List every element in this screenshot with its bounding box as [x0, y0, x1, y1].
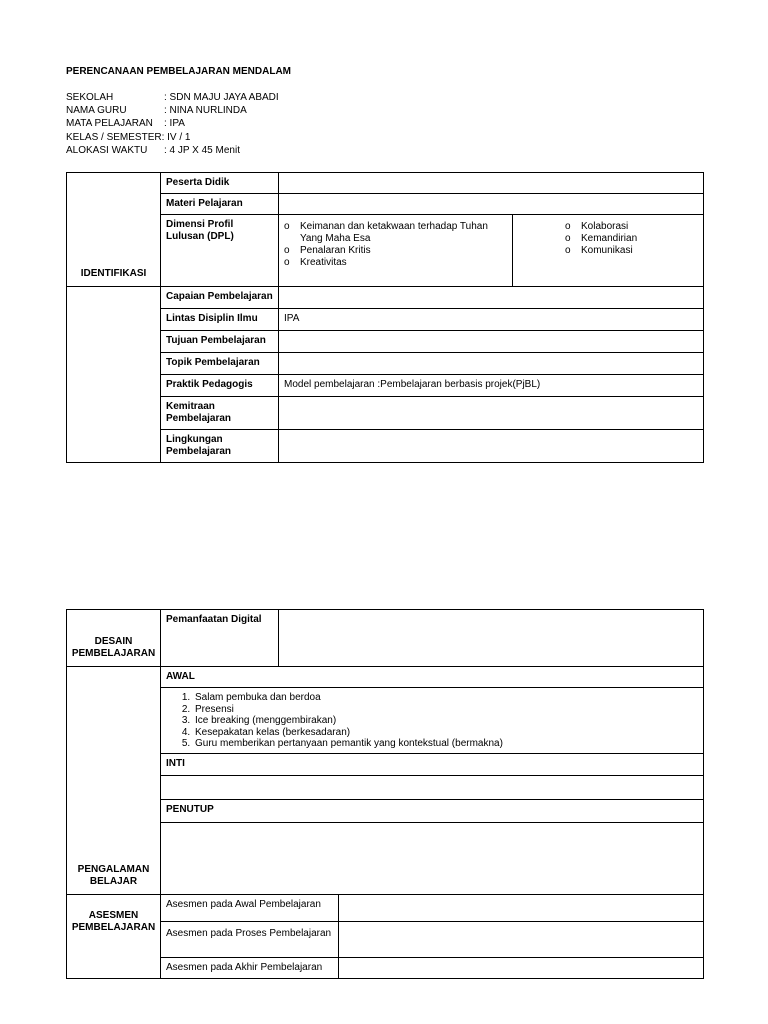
meta-row-kelas-semester	[66, 131, 279, 144]
meta-row-sekolah	[66, 91, 279, 104]
awal-steps	[161, 688, 704, 754]
meta-row-alokasi-waktu	[66, 144, 279, 157]
section-empty	[67, 287, 161, 463]
label-pemanfaatan-digital: Pemanfaatan Digital	[161, 610, 279, 667]
value-kemitraan[interactable]	[279, 397, 704, 430]
value-asesmen-akhir[interactable]	[339, 958, 704, 979]
value-materi-pelajaran[interactable]	[279, 194, 704, 215]
meta-row-mata-pelajaran	[66, 117, 279, 130]
meta-value: : IPA	[164, 118, 185, 130]
label-dpl: Dimensi Profil Lulusan (DPL)	[161, 215, 279, 287]
dpl-item	[565, 233, 703, 245]
value-praktik-pedagogis[interactable]: Model pembelajaran :Pembelajaran berbasis projek(PjBL)	[279, 375, 704, 397]
label-kemitraan: Kemitraan Pembelajaran	[161, 397, 279, 430]
value-pemanfaatan-digital[interactable]	[279, 610, 704, 667]
label-lintas-disiplin: Lintas Disiplin Ilmu	[161, 309, 279, 331]
value-inti[interactable]	[161, 776, 704, 800]
value-asesmen-awal[interactable]	[339, 895, 704, 922]
list-item: 5. Guru memberikan pertanyaan pemantik yang kontekstual (bermakna)	[193, 738, 703, 750]
dpl-item	[284, 221, 507, 245]
value-topik[interactable]	[279, 353, 704, 375]
label-asesmen-proses: Asesmen pada Proses Pembelajaran	[161, 922, 339, 958]
dpl-item-text: Kemandirian	[581, 233, 638, 244]
value-asesmen-proses[interactable]	[339, 922, 704, 958]
document-meta	[66, 91, 279, 157]
value-peserta-didik[interactable]	[279, 173, 704, 194]
document-title: PERENCANAAN PEMBELAJARAN MENDALAM	[66, 66, 292, 77]
dpl-item-text: Komunikasi	[581, 245, 633, 256]
dpl-list-left	[279, 215, 513, 287]
label-asesmen-akhir: Asesmen pada Akhir Pembelajaran	[161, 958, 339, 979]
label-tujuan: Tujuan Pembelajaran	[161, 331, 279, 353]
list-item: 2. Presensi	[193, 704, 703, 716]
value-tujuan[interactable]	[279, 331, 704, 353]
section-identifikasi: IDENTIFIKASI	[67, 173, 161, 287]
meta-value: : 4 JP X 45 Menit	[164, 144, 240, 156]
dpl-item-text: Kolaborasi	[581, 221, 629, 232]
dpl-item-text: Keimanan dan ketakwaan terhadap Tuhan Yang Maha Esa	[300, 221, 488, 244]
value-lingkungan[interactable]	[279, 430, 704, 463]
value-penutup[interactable]	[161, 823, 704, 895]
label-capaian: Capaian Pembelajaran	[161, 287, 279, 309]
meta-value: : NINA NURLINDA	[164, 105, 247, 117]
dpl-item	[284, 245, 507, 257]
meta-value: : IV / 1	[161, 131, 191, 143]
list-item: 3. Ice breaking (menggembirakan)	[193, 715, 703, 727]
label-inti: INTI	[161, 754, 704, 776]
value-capaian[interactable]	[279, 287, 704, 309]
list-item: 1. Salam pembuka dan berdoa	[193, 692, 703, 704]
meta-label: KELAS / SEMESTER	[66, 131, 162, 143]
dpl-list-right	[513, 215, 704, 287]
label-awal: AWAL	[161, 667, 704, 688]
label-topik: Topik Pembelajaran	[161, 353, 279, 375]
label-peserta-didik: Peserta Didik	[161, 173, 279, 194]
dpl-item	[565, 245, 703, 257]
identifikasi-table	[66, 172, 704, 463]
list-item: 4. Kesepakatan kelas (berkesadaran)	[193, 727, 703, 739]
bullet-icon: o	[284, 245, 290, 256]
dpl-item	[565, 221, 703, 233]
dpl-item-text: Penalaran Kritis	[300, 245, 371, 256]
bullet-icon: o	[565, 221, 571, 232]
value-lintas-disiplin[interactable]: IPA	[279, 309, 704, 331]
section-asesmen-pembelajaran: ASESMEN PEMBELAJARAN	[67, 895, 161, 979]
bullet-icon: o	[284, 221, 290, 232]
meta-label: MATA PELAJARAN	[66, 118, 153, 130]
meta-label: ALOKASI WAKTU	[66, 144, 148, 156]
dpl-item-text: Kreativitas	[300, 257, 347, 268]
label-penutup: PENUTUP	[161, 800, 704, 823]
label-lingkungan: Lingkungan Pembelajaran	[161, 430, 279, 463]
meta-label: NAMA GURU	[66, 105, 127, 117]
section-pengalaman-belajar: PENGALAMAN BELAJAR	[67, 667, 161, 895]
dpl-item	[284, 257, 507, 269]
label-materi-pelajaran: Materi Pelajaran	[161, 194, 279, 215]
bullet-icon: o	[565, 233, 571, 244]
label-praktik-pedagogis: Praktik Pedagogis	[161, 375, 279, 397]
section-desain-pembelajaran: DESAIN PEMBELAJARAN	[67, 610, 161, 667]
bullet-icon: o	[284, 257, 290, 268]
bullet-icon: o	[565, 245, 571, 256]
label-asesmen-awal: Asesmen pada Awal Pembelajaran	[161, 895, 339, 922]
meta-row-nama-guru	[66, 104, 279, 117]
pelaksanaan-table	[66, 609, 704, 979]
meta-label: SEKOLAH	[66, 92, 114, 103]
meta-value: : SDN MAJU JAYA ABADI	[164, 92, 279, 103]
